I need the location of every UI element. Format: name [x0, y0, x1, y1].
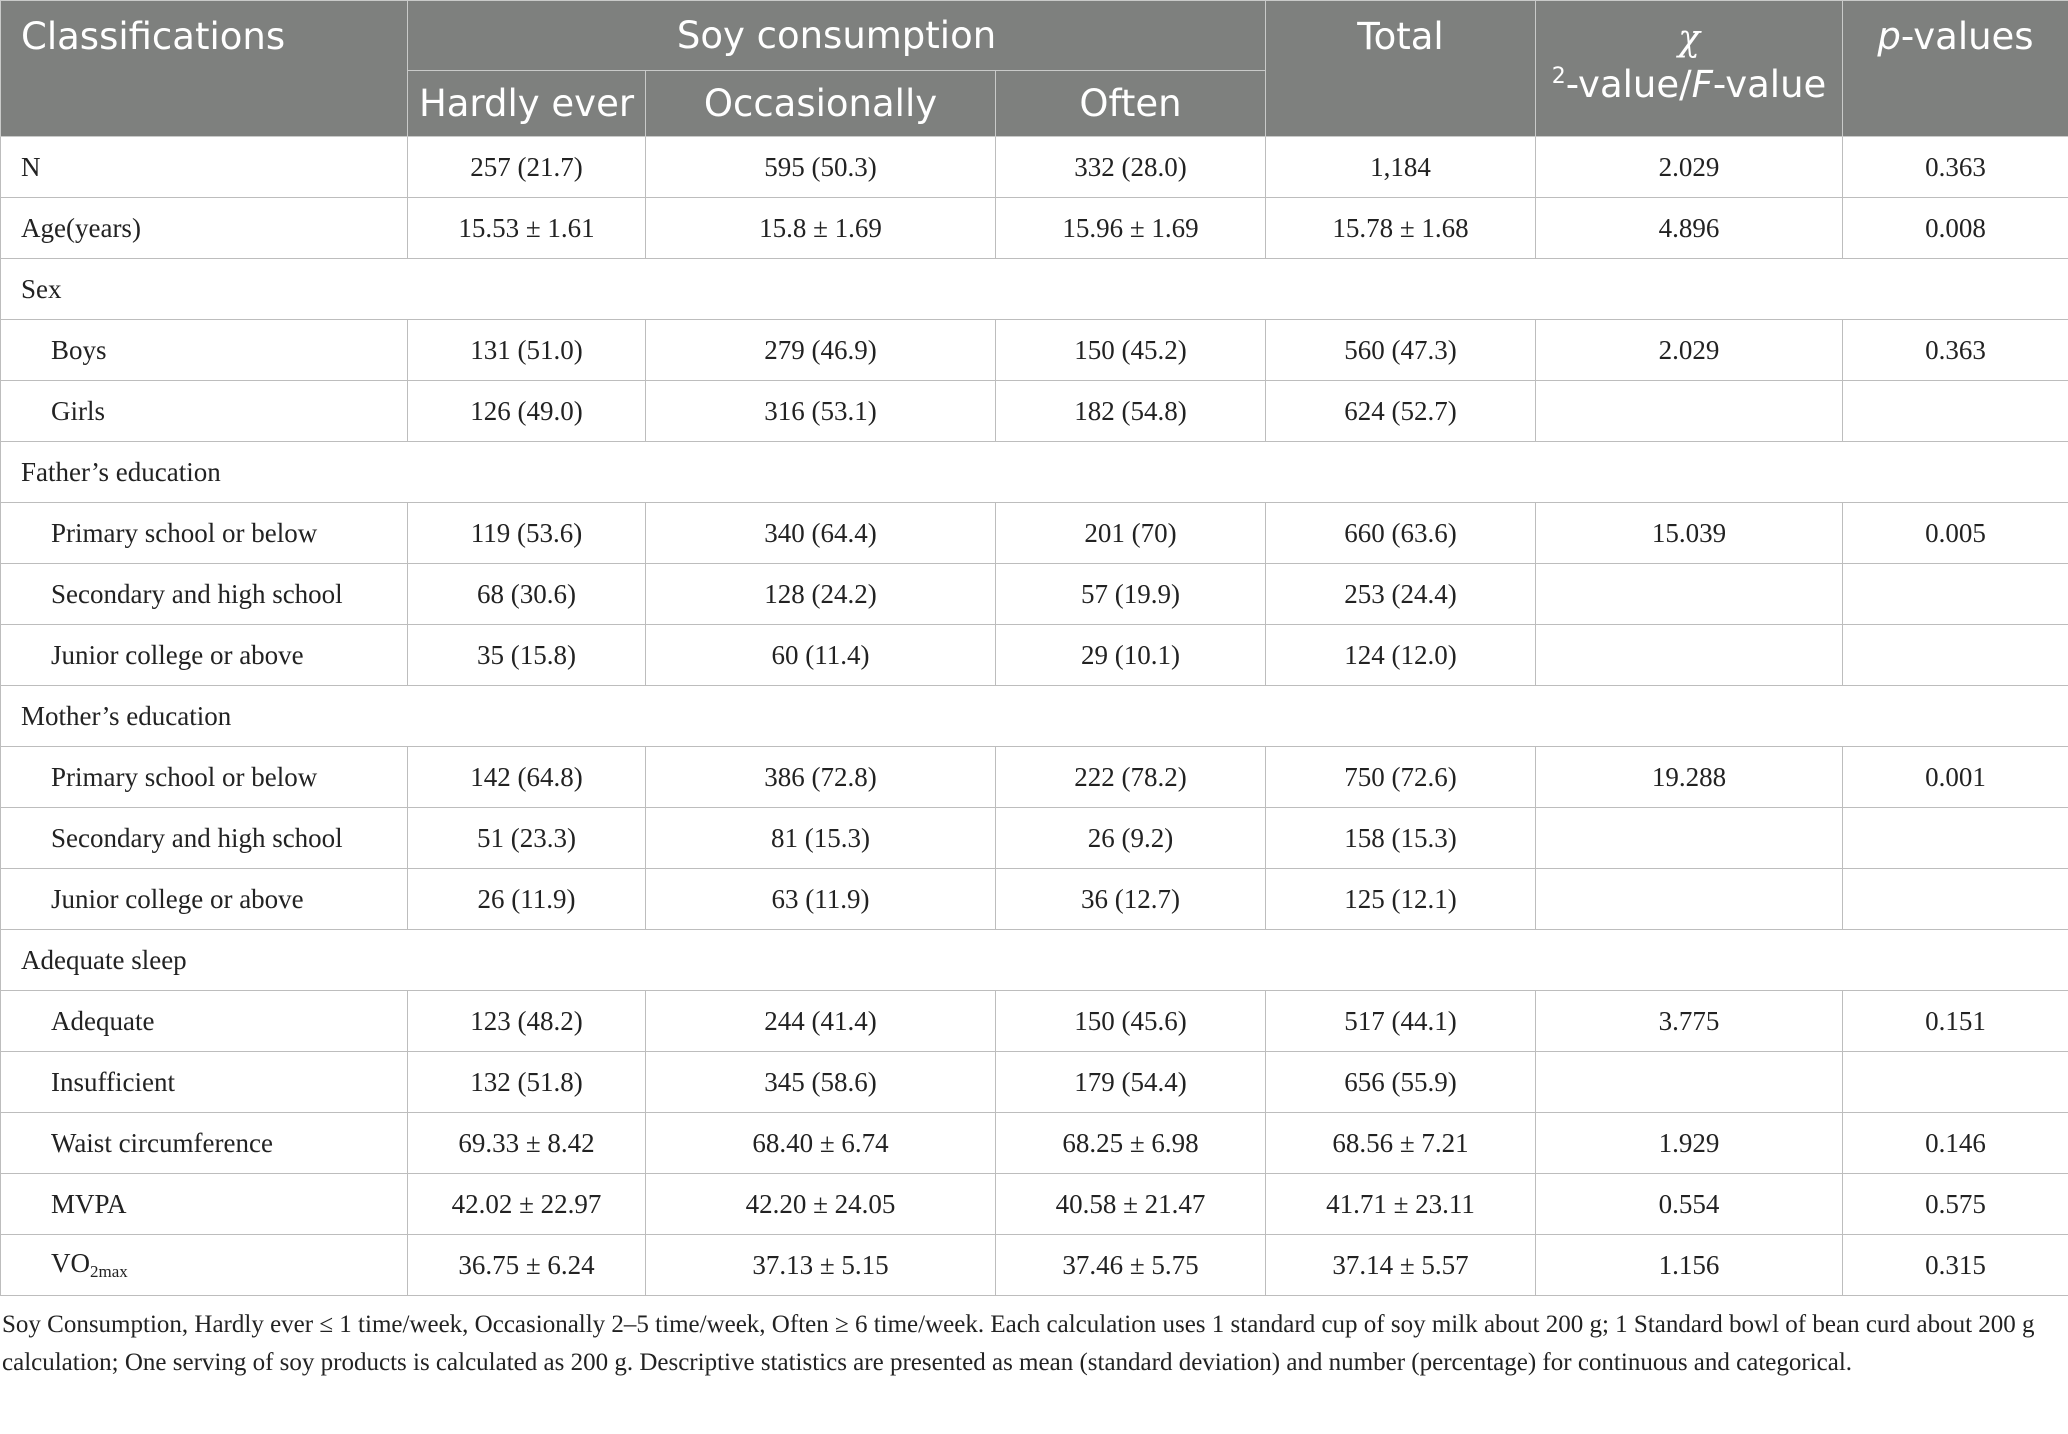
- cell-total: 125 (12.1): [1266, 869, 1536, 930]
- cell-hardly-ever: 15.53 ± 1.61: [408, 198, 646, 259]
- row-label: Girls: [1, 381, 408, 442]
- cell-often: 40.58 ± 21.47: [996, 1174, 1266, 1235]
- cell-total: 517 (44.1): [1266, 991, 1536, 1052]
- cell-total: 15.78 ± 1.68: [1266, 198, 1536, 259]
- section-row: [1, 259, 2068, 320]
- cell-often: 179 (54.4): [996, 1052, 1266, 1113]
- cell-statistic: 3.775: [1536, 991, 1843, 1052]
- table-row: [1, 869, 2068, 930]
- cell-total: 124 (12.0): [1266, 625, 1536, 686]
- cell-occasionally: 81 (15.3): [646, 808, 996, 869]
- header-hardly-ever: Hardly ever: [408, 71, 646, 137]
- table-row: [1, 1174, 2068, 1235]
- chi-symbol: χ: [1678, 18, 1700, 59]
- p-letter: p: [1877, 15, 1901, 58]
- cell-total: 560 (47.3): [1266, 320, 1536, 381]
- cell-p-value: 0.315: [1843, 1235, 2068, 1296]
- row-label: Junior college or above: [1, 869, 408, 930]
- cell-p-value: 0.008: [1843, 198, 2068, 259]
- cell-statistic: [1536, 869, 1843, 930]
- cell-total: 68.56 ± 7.21: [1266, 1113, 1536, 1174]
- cell-statistic: [1536, 1052, 1843, 1113]
- cell-often: 150 (45.6): [996, 991, 1266, 1052]
- section-row: [1, 930, 2068, 991]
- cell-often: 150 (45.2): [996, 320, 1266, 381]
- row-label: Primary school or below: [1, 747, 408, 808]
- cell-hardly-ever: 42.02 ± 22.97: [408, 1174, 646, 1235]
- row-label: Secondary and high school: [1, 808, 408, 869]
- cell-often: 15.96 ± 1.69: [996, 198, 1266, 259]
- cell-occasionally: 37.13 ± 5.15: [646, 1235, 996, 1296]
- row-label: Insufficient: [1, 1052, 408, 1113]
- cell-total: 253 (24.4): [1266, 564, 1536, 625]
- header-classifications: Classifications: [1, 1, 408, 137]
- cell-occasionally: 340 (64.4): [646, 503, 996, 564]
- cell-hardly-ever: 131 (51.0): [408, 320, 646, 381]
- vo2-label: VO: [51, 1248, 90, 1278]
- cell-hardly-ever: 257 (21.7): [408, 137, 646, 198]
- row-label: Age(years): [1, 198, 408, 259]
- row-label: N: [1, 137, 408, 198]
- cell-p-value: [1843, 869, 2068, 930]
- cell-often: 26 (9.2): [996, 808, 1266, 869]
- section-label: Sex: [1, 259, 2068, 320]
- cell-total: 1,184: [1266, 137, 1536, 198]
- cell-hardly-ever: 119 (53.6): [408, 503, 646, 564]
- cell-hardly-ever: 142 (64.8): [408, 747, 646, 808]
- cell-hardly-ever: 35 (15.8): [408, 625, 646, 686]
- cell-often: 332 (28.0): [996, 137, 1266, 198]
- cell-often: 182 (54.8): [996, 381, 1266, 442]
- table-row: [1, 747, 2068, 808]
- section-row: [1, 686, 2068, 747]
- cell-p-value: [1843, 381, 2068, 442]
- table-row: [1, 1235, 2068, 1296]
- header-chi-f-value: [1536, 1, 1843, 137]
- cell-statistic: [1536, 381, 1843, 442]
- cell-occasionally: 279 (46.9): [646, 320, 996, 381]
- cell-statistic: 19.288: [1536, 747, 1843, 808]
- cell-p-value: 0.151: [1843, 991, 2068, 1052]
- cell-hardly-ever: 123 (48.2): [408, 991, 646, 1052]
- cell-p-value: 0.005: [1843, 503, 2068, 564]
- header-p-values: [1843, 1, 2068, 137]
- cell-p-value: 0.001: [1843, 747, 2068, 808]
- header-total: Total: [1266, 1, 1536, 137]
- table-row: [1, 808, 2068, 869]
- cell-total: 660 (63.6): [1266, 503, 1536, 564]
- table-header: [1, 1, 2068, 137]
- cell-occasionally: 128 (24.2): [646, 564, 996, 625]
- cell-total: 624 (52.7): [1266, 381, 1536, 442]
- cell-statistic: 15.039: [1536, 503, 1843, 564]
- chi-value-label: -value/: [1565, 63, 1692, 106]
- header-often: Often: [996, 71, 1266, 137]
- cell-p-value: 0.146: [1843, 1113, 2068, 1174]
- table-row: [1, 381, 2068, 442]
- vo2-subscript: 2max: [90, 1262, 128, 1281]
- cell-hardly-ever: 132 (51.8): [408, 1052, 646, 1113]
- cell-occasionally: 345 (58.6): [646, 1052, 996, 1113]
- f-value-label: -value: [1712, 63, 1827, 106]
- cell-often: 201 (70): [996, 503, 1266, 564]
- row-label: Adequate: [1, 991, 408, 1052]
- cell-occasionally: 63 (11.9): [646, 869, 996, 930]
- cell-total: 750 (72.6): [1266, 747, 1536, 808]
- cell-p-value: [1843, 1052, 2068, 1113]
- cell-hardly-ever: 126 (49.0): [408, 381, 646, 442]
- row-label: MVPA: [1, 1174, 408, 1235]
- cell-often: 36 (12.7): [996, 869, 1266, 930]
- cell-statistic: [1536, 564, 1843, 625]
- cell-hardly-ever: 26 (11.9): [408, 869, 646, 930]
- cell-occasionally: 595 (50.3): [646, 137, 996, 198]
- table-row: [1, 1052, 2068, 1113]
- cell-total: 158 (15.3): [1266, 808, 1536, 869]
- table-row: [1, 198, 2068, 259]
- cell-p-value: [1843, 625, 2068, 686]
- cell-occasionally: 42.20 ± 24.05: [646, 1174, 996, 1235]
- section-label: Mother’s education: [1, 686, 2068, 747]
- cell-total: 37.14 ± 5.57: [1266, 1235, 1536, 1296]
- table-row: [1, 1113, 2068, 1174]
- f-letter: F: [1691, 63, 1713, 106]
- cell-statistic: 2.029: [1536, 320, 1843, 381]
- table-row: [1, 625, 2068, 686]
- cell-statistic: 0.554: [1536, 1174, 1843, 1235]
- cell-hardly-ever: 36.75 ± 6.24: [408, 1235, 646, 1296]
- cell-occasionally: 386 (72.8): [646, 747, 996, 808]
- cell-occasionally: 60 (11.4): [646, 625, 996, 686]
- table-footnote: Soy Consumption, Hardly ever ≤ 1 time/week, Occasionally 2–5 time/week, Often ≥ 6 time/week. Each calculation uses 1 standard cup of soy milk about 200 g; 1 Standard bowl of bean curd about 200 g calculation; One serving of soy products is calculated as 200 g. Descriptive statistics are presented as mean (standard deviation) and number (percentage) for continuous and categorical.: [2, 1311, 2035, 1376]
- cell-often: 222 (78.2): [996, 747, 1266, 808]
- table-row: [1, 137, 2068, 198]
- cell-hardly-ever: 68 (30.6): [408, 564, 646, 625]
- cell-p-value: [1843, 564, 2068, 625]
- cell-statistic: 4.896: [1536, 198, 1843, 259]
- cell-p-value: [1843, 808, 2068, 869]
- cell-statistic: [1536, 625, 1843, 686]
- cell-statistic: 1.156: [1536, 1235, 1843, 1296]
- header-occasionally: Occasionally: [646, 71, 996, 137]
- table-body: [1, 137, 2068, 1296]
- row-label-vo2max: [1, 1235, 408, 1296]
- row-label: Waist circumference: [1, 1113, 408, 1174]
- table-row: [1, 564, 2068, 625]
- cell-total: 656 (55.9): [1266, 1052, 1536, 1113]
- cell-total: 41.71 ± 23.11: [1266, 1174, 1536, 1235]
- cell-p-value: 0.575: [1843, 1174, 2068, 1235]
- cell-statistic: 1.929: [1536, 1113, 1843, 1174]
- cell-occasionally: 68.40 ± 6.74: [646, 1113, 996, 1174]
- chi-superscript: 2: [1551, 64, 1566, 89]
- section-label: Father’s education: [1, 442, 2068, 503]
- cell-hardly-ever: 69.33 ± 8.42: [408, 1113, 646, 1174]
- row-label: Secondary and high school: [1, 564, 408, 625]
- cell-p-value: 0.363: [1843, 320, 2068, 381]
- cell-p-value: 0.363: [1843, 137, 2068, 198]
- cell-often: 68.25 ± 6.98: [996, 1113, 1266, 1174]
- p-values-label: -values: [1900, 15, 2034, 58]
- cell-often: 57 (19.9): [996, 564, 1266, 625]
- cell-often: 37.46 ± 5.75: [996, 1235, 1266, 1296]
- cell-often: 29 (10.1): [996, 625, 1266, 686]
- table-row: [1, 320, 2068, 381]
- row-label: Primary school or below: [1, 503, 408, 564]
- cell-statistic: 2.029: [1536, 137, 1843, 198]
- table-row: [1, 991, 2068, 1052]
- cell-occasionally: 316 (53.1): [646, 381, 996, 442]
- cell-occasionally: 15.8 ± 1.69: [646, 198, 996, 259]
- cell-hardly-ever: 51 (23.3): [408, 808, 646, 869]
- cell-occasionally: 244 (41.4): [646, 991, 996, 1052]
- row-label: Boys: [1, 320, 408, 381]
- section-label: Adequate sleep: [1, 930, 2068, 991]
- row-label: Junior college or above: [1, 625, 408, 686]
- table-row: [1, 503, 2068, 564]
- header-soy-consumption: Soy consumption: [408, 1, 1266, 71]
- cell-statistic: [1536, 808, 1843, 869]
- section-row: [1, 442, 2068, 503]
